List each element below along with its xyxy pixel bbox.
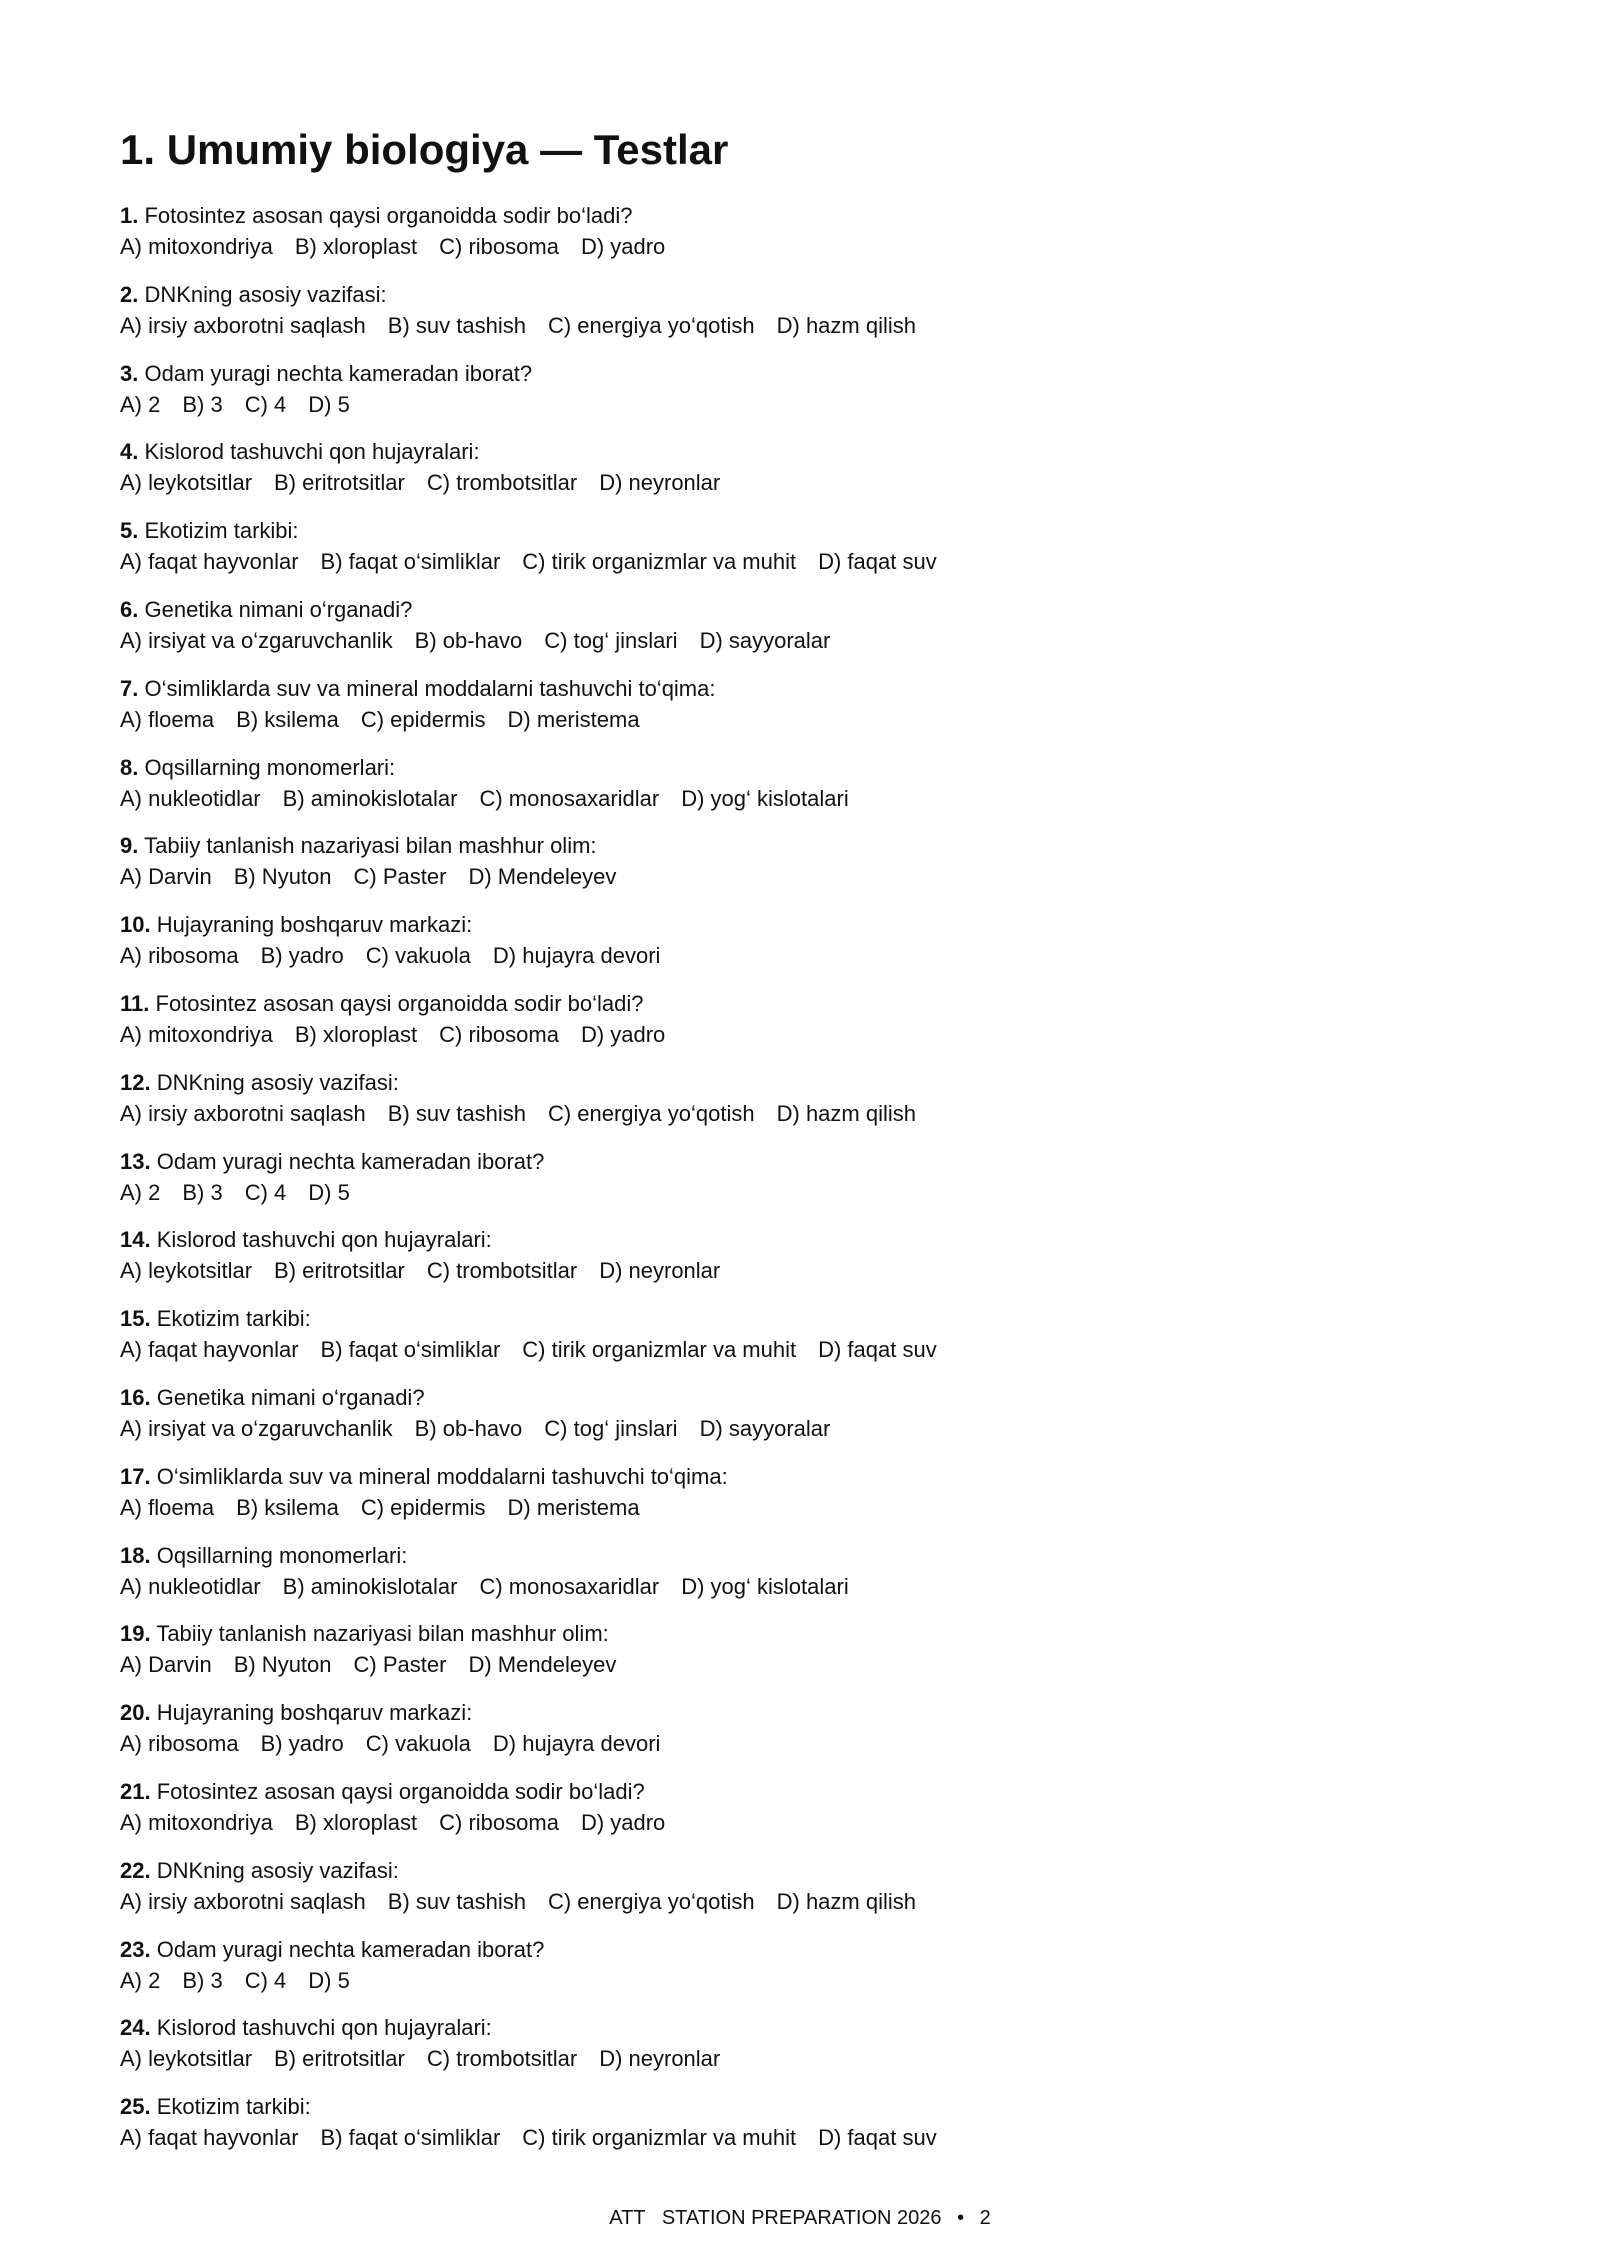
answer-option: A) 2 <box>120 391 161 417</box>
answer-option: D) 5 <box>308 1179 350 1205</box>
question-number: 17. <box>120 1463 151 1489</box>
answer-option: D) faqat suv <box>818 2125 937 2151</box>
answer-options <box>120 546 937 577</box>
question-number: 15. <box>120 1306 151 1332</box>
question-number: 21. <box>120 1778 151 1804</box>
question-text: DNKning asosiy vazifasi: <box>144 281 387 307</box>
answer-option: A) floema <box>120 1494 215 1520</box>
question-number: 7. <box>120 675 139 701</box>
answer-options <box>120 1177 937 1208</box>
answer-option: C) tirik organizmlar va muhit <box>522 1337 797 1363</box>
answer-option: B) 3 <box>182 1179 223 1205</box>
answer-option: B) aminokislotalar <box>282 1573 458 1599</box>
answer-option: B) 3 <box>182 1967 223 1993</box>
question-list <box>120 200 937 2170</box>
question-item <box>120 1224 937 1303</box>
answer-option: B) aminokislotalar <box>282 785 458 811</box>
question-number: 5. <box>120 518 139 544</box>
answer-option: D) hujayra devori <box>492 943 661 969</box>
question-text: Ekotizim tarkibi: <box>156 1306 311 1332</box>
answer-option: D) sayyoralar <box>699 1415 831 1441</box>
question-text: Odam yuragi nechta kameradan iborat? <box>156 1148 545 1174</box>
question-item <box>120 1776 937 1855</box>
question-text: Tabiiy tanlanish nazariyasi bilan mashhur olim: <box>156 1621 609 1647</box>
answer-option: C) monosaxaridlar <box>479 785 660 811</box>
answer-option: B) xloroplast <box>294 1021 418 1047</box>
question-item <box>120 1934 937 2013</box>
question-line <box>120 1224 937 1255</box>
answer-options <box>120 1019 937 1050</box>
question-text: Tabiiy tanlanish nazariyasi bilan mashhur olim: <box>144 833 597 859</box>
answer-options <box>120 231 937 262</box>
question-item <box>120 1067 937 1146</box>
question-text: O‘simliklarda suv va mineral moddalarni tashuvchi to‘qima: <box>144 675 716 701</box>
question-line <box>120 1067 937 1098</box>
answer-option: D) hazm qilish <box>776 1888 916 1914</box>
answer-option: D) yadro <box>580 1809 666 1835</box>
answer-option: C) monosaxaridlar <box>479 1573 660 1599</box>
footer-label: ATT STATION PREPARATION 2026 <box>609 2207 942 2229</box>
answer-option: A) 2 <box>120 1967 161 1993</box>
question-text: Odam yuragi nechta kameradan iborat? <box>156 1936 545 1962</box>
question-text: Genetika nimani o‘rganadi? <box>156 1384 425 1410</box>
question-line <box>120 830 937 861</box>
answer-option: B) eritrotsitlar <box>274 470 405 496</box>
answer-options <box>120 1571 937 1602</box>
question-line <box>120 1540 937 1571</box>
question-item <box>120 515 937 594</box>
question-text: Kislorod tashuvchi qon hujayralari: <box>156 2015 492 2041</box>
answer-option: C) trombotsitlar <box>426 2046 578 2072</box>
question-item <box>120 1146 937 1225</box>
question-number: 1. <box>120 203 139 228</box>
answer-option: B) yadro <box>260 943 344 969</box>
question-item <box>120 1855 937 1934</box>
question-number: 8. <box>120 754 139 780</box>
answer-option: C) 4 <box>244 391 287 417</box>
answer-option: D) faqat suv <box>818 1337 937 1363</box>
answer-options <box>120 1334 937 1365</box>
question-line <box>120 988 937 1019</box>
question-text: Hujayraning boshqaruv markazi: <box>156 912 473 938</box>
answer-option: B) 3 <box>182 391 223 417</box>
question-text: O‘simliklarda suv va mineral moddalarni tashuvchi to‘qima: <box>156 1463 728 1489</box>
answer-option: D) neyronlar <box>599 2046 721 2072</box>
answer-option: C) ribosoma <box>439 1021 559 1047</box>
answer-option: A) nukleotidlar <box>120 785 261 811</box>
answer-options <box>120 704 937 735</box>
question-number: 20. <box>120 1700 151 1726</box>
answer-option: A) faqat hayvonlar <box>120 549 299 575</box>
answer-option: C) tirik organizmlar va muhit <box>522 2125 797 2151</box>
question-text: Ekotizim tarkibi: <box>144 518 299 544</box>
answer-option: D) 5 <box>308 391 350 417</box>
question-line <box>120 1146 937 1177</box>
answer-option: C) vakuola <box>365 1731 471 1757</box>
answer-option: A) faqat hayvonlar <box>120 2125 299 2151</box>
answer-option: A) leykotsitlar <box>120 1258 253 1284</box>
question-number: 24. <box>120 2015 151 2041</box>
answer-option: A) Darvin <box>120 864 212 890</box>
answer-option: B) eritrotsitlar <box>274 2046 405 2072</box>
answer-option: C) ribosoma <box>439 1809 559 1835</box>
page-number: 2 <box>979 2207 991 2229</box>
answer-option: D) yog‘ kislotalari <box>681 1573 849 1599</box>
question-number: 18. <box>120 1542 151 1568</box>
question-number: 19. <box>120 1621 151 1647</box>
question-line <box>120 909 937 940</box>
question-text: DNKning asosiy vazifasi: <box>156 1857 399 1883</box>
page-title: 1. Umumiy biologiya — Testlar <box>120 126 729 173</box>
question-line <box>120 1618 937 1649</box>
question-number: 4. <box>120 439 139 465</box>
answer-options <box>120 1807 937 1838</box>
answer-option: A) Darvin <box>120 1652 212 1678</box>
answer-option: D) sayyoralar <box>699 627 831 653</box>
answer-option: C) Paster <box>353 864 447 890</box>
answer-option: C) vakuola <box>365 943 471 969</box>
answer-options <box>120 1886 937 1917</box>
answer-option: B) suv tashish <box>387 312 526 338</box>
question-number: 22. <box>120 1857 151 1883</box>
answer-options <box>120 2043 937 2074</box>
answer-options <box>120 783 937 814</box>
answer-option: D) 5 <box>308 1967 350 1993</box>
answer-options <box>120 1255 937 1286</box>
answer-option: A) leykotsitlar <box>120 470 253 496</box>
answer-option: B) faqat o‘simliklar <box>320 549 501 575</box>
question-item <box>120 830 937 909</box>
answer-option: A) faqat hayvonlar <box>120 1337 299 1363</box>
question-text: Odam yuragi nechta kameradan iborat? <box>144 360 533 386</box>
question-item <box>120 436 937 515</box>
question-item <box>120 2091 937 2170</box>
answer-option: B) faqat o‘simliklar <box>320 2125 501 2151</box>
question-number: 6. <box>120 596 139 622</box>
answer-option: D) Mendeleyev <box>468 864 617 890</box>
answer-option: C) 4 <box>244 1967 287 1993</box>
question-text: Fotosintez asosan qaysi organoidda sodir bo‘ladi? <box>156 1778 645 1804</box>
question-text: Oqsillarning monomerlari: <box>144 754 396 780</box>
question-line <box>120 2012 937 2043</box>
question-item <box>120 1540 937 1619</box>
question-number: 23. <box>120 1936 151 1962</box>
answer-option: B) suv tashish <box>387 1100 526 1126</box>
answer-option: B) Nyuton <box>233 1652 332 1678</box>
answer-option: C) trombotsitlar <box>426 470 578 496</box>
answer-option: C) energiya yo‘qotish <box>547 312 755 338</box>
answer-option: C) epidermis <box>360 1494 486 1520</box>
question-number: 25. <box>120 2094 151 2120</box>
answer-options <box>120 1965 937 1996</box>
question-line <box>120 279 937 310</box>
answer-option: C) energiya yo‘qotish <box>547 1888 755 1914</box>
answer-option: B) ksilema <box>236 1494 339 1520</box>
answer-option: B) xloroplast <box>294 234 418 259</box>
question-item <box>120 358 937 437</box>
question-item <box>120 909 937 988</box>
answer-options <box>120 1413 937 1444</box>
answer-option: A) mitoxondriya <box>120 234 273 259</box>
answer-option: D) yadro <box>580 234 666 259</box>
answer-option: C) epidermis <box>360 706 486 732</box>
question-item <box>120 1618 937 1697</box>
question-number: 16. <box>120 1384 151 1410</box>
answer-options <box>120 940 937 971</box>
answer-option: D) neyronlar <box>599 470 721 496</box>
question-text: Ekotizim tarkibi: <box>156 2094 311 2120</box>
answer-option: A) irsiy axborotni saqlash <box>120 1100 366 1126</box>
question-number: 12. <box>120 1069 151 1095</box>
answer-options <box>120 389 937 420</box>
answer-option: C) tog‘ jinslari <box>544 1415 678 1441</box>
answer-option: A) 2 <box>120 1179 161 1205</box>
question-item <box>120 752 937 831</box>
answer-options <box>120 1492 937 1523</box>
answer-option: D) yog‘ kislotalari <box>681 785 849 811</box>
question-line <box>120 1461 937 1492</box>
question-item <box>120 1461 937 1540</box>
answer-option: B) ob-havo <box>414 627 523 653</box>
question-item <box>120 1382 937 1461</box>
question-number: 14. <box>120 1227 151 1253</box>
question-text: Genetika nimani o‘rganadi? <box>144 596 413 622</box>
question-text: Hujayraning boshqaruv markazi: <box>156 1700 473 1726</box>
answer-option: A) irsiyat va o‘zgaruvchanlik <box>120 1415 393 1441</box>
question-line <box>120 1855 937 1886</box>
question-number: 2. <box>120 281 139 307</box>
question-item <box>120 279 937 358</box>
answer-option: D) neyronlar <box>599 1258 721 1284</box>
answer-options <box>120 625 937 656</box>
answer-option: D) hazm qilish <box>776 1100 916 1126</box>
answer-option: B) faqat o‘simliklar <box>320 1337 501 1363</box>
answer-options <box>120 1728 937 1759</box>
question-item <box>120 1303 937 1382</box>
footer-separator: • <box>957 2207 965 2229</box>
question-item <box>120 988 937 1067</box>
answer-option: A) ribosoma <box>120 1731 239 1757</box>
answer-option: C) Paster <box>353 1652 447 1678</box>
answer-option: C) tirik organizmlar va muhit <box>522 549 797 575</box>
question-text: DNKning asosiy vazifasi: <box>156 1069 399 1095</box>
question-item <box>120 673 937 752</box>
answer-option: B) ob-havo <box>414 1415 523 1441</box>
question-line <box>120 1382 937 1413</box>
answer-options <box>120 310 937 341</box>
answer-option: A) nukleotidlar <box>120 1573 261 1599</box>
question-text: Kislorod tashuvchi qon hujayralari: <box>144 439 480 465</box>
question-line <box>120 436 937 467</box>
answer-option: C) ribosoma <box>439 234 559 259</box>
answer-option: B) xloroplast <box>294 1809 418 1835</box>
question-text: Fotosintez asosan qaysi organoidda sodir bo‘ladi? <box>155 990 644 1016</box>
answer-option: D) Mendeleyev <box>468 1652 617 1678</box>
question-number: 10. <box>120 912 151 938</box>
question-item <box>120 594 937 673</box>
answer-option: C) 4 <box>244 1179 287 1205</box>
question-line <box>120 594 937 625</box>
question-text: Oqsillarning monomerlari: <box>156 1542 408 1568</box>
answer-option: D) meristema <box>507 1494 640 1520</box>
question-line <box>120 673 937 704</box>
answer-option: B) suv tashish <box>387 1888 526 1914</box>
question-number: 13. <box>120 1148 151 1174</box>
answer-option: B) Nyuton <box>233 864 332 890</box>
answer-options <box>120 467 937 498</box>
answer-option: D) hujayra devori <box>492 1731 661 1757</box>
answer-option: B) eritrotsitlar <box>274 1258 405 1284</box>
question-number: 9. <box>120 833 139 859</box>
answer-option: A) irsiy axborotni saqlash <box>120 1888 366 1914</box>
answer-option: C) trombotsitlar <box>426 1258 578 1284</box>
question-text: Kislorod tashuvchi qon hujayralari: <box>156 1227 492 1253</box>
answer-options <box>120 1098 937 1129</box>
answer-options <box>120 861 937 892</box>
answer-option: A) mitoxondriya <box>120 1021 273 1047</box>
answer-option: C) energiya yo‘qotish <box>547 1100 755 1126</box>
answer-options <box>120 1649 937 1680</box>
question-line <box>120 358 937 389</box>
question-number: 3. <box>120 360 139 386</box>
question-number: 11. <box>120 990 150 1016</box>
answer-option: D) meristema <box>507 706 640 732</box>
question-line <box>120 1934 937 1965</box>
answer-option: D) faqat suv <box>818 549 937 575</box>
question-line <box>120 752 937 783</box>
question-line <box>120 1303 937 1334</box>
question-line <box>120 515 937 546</box>
answer-option: A) leykotsitlar <box>120 2046 253 2072</box>
page-footer <box>0 2204 1600 2232</box>
question-line <box>120 200 937 231</box>
answer-option: B) ksilema <box>236 706 339 732</box>
question-line <box>120 1776 937 1807</box>
question-item <box>120 200 937 279</box>
answer-option: A) mitoxondriya <box>120 1809 273 1835</box>
answer-option: A) floema <box>120 706 215 732</box>
question-line <box>120 1697 937 1728</box>
answer-option: D) hazm qilish <box>776 312 916 338</box>
question-line <box>120 2091 937 2122</box>
question-item <box>120 1697 937 1776</box>
answer-option: A) irsiyat va o‘zgaruvchanlik <box>120 627 393 653</box>
answer-options <box>120 2122 937 2153</box>
question-item <box>120 2012 937 2091</box>
answer-option: A) ribosoma <box>120 943 239 969</box>
answer-option: C) tog‘ jinslari <box>544 627 678 653</box>
question-text: Fotosintez asosan qaysi organoidda sodir bo‘ladi? <box>144 203 633 228</box>
answer-option: B) yadro <box>260 1731 344 1757</box>
answer-option: D) yadro <box>580 1021 666 1047</box>
answer-option: A) irsiy axborotni saqlash <box>120 312 366 338</box>
